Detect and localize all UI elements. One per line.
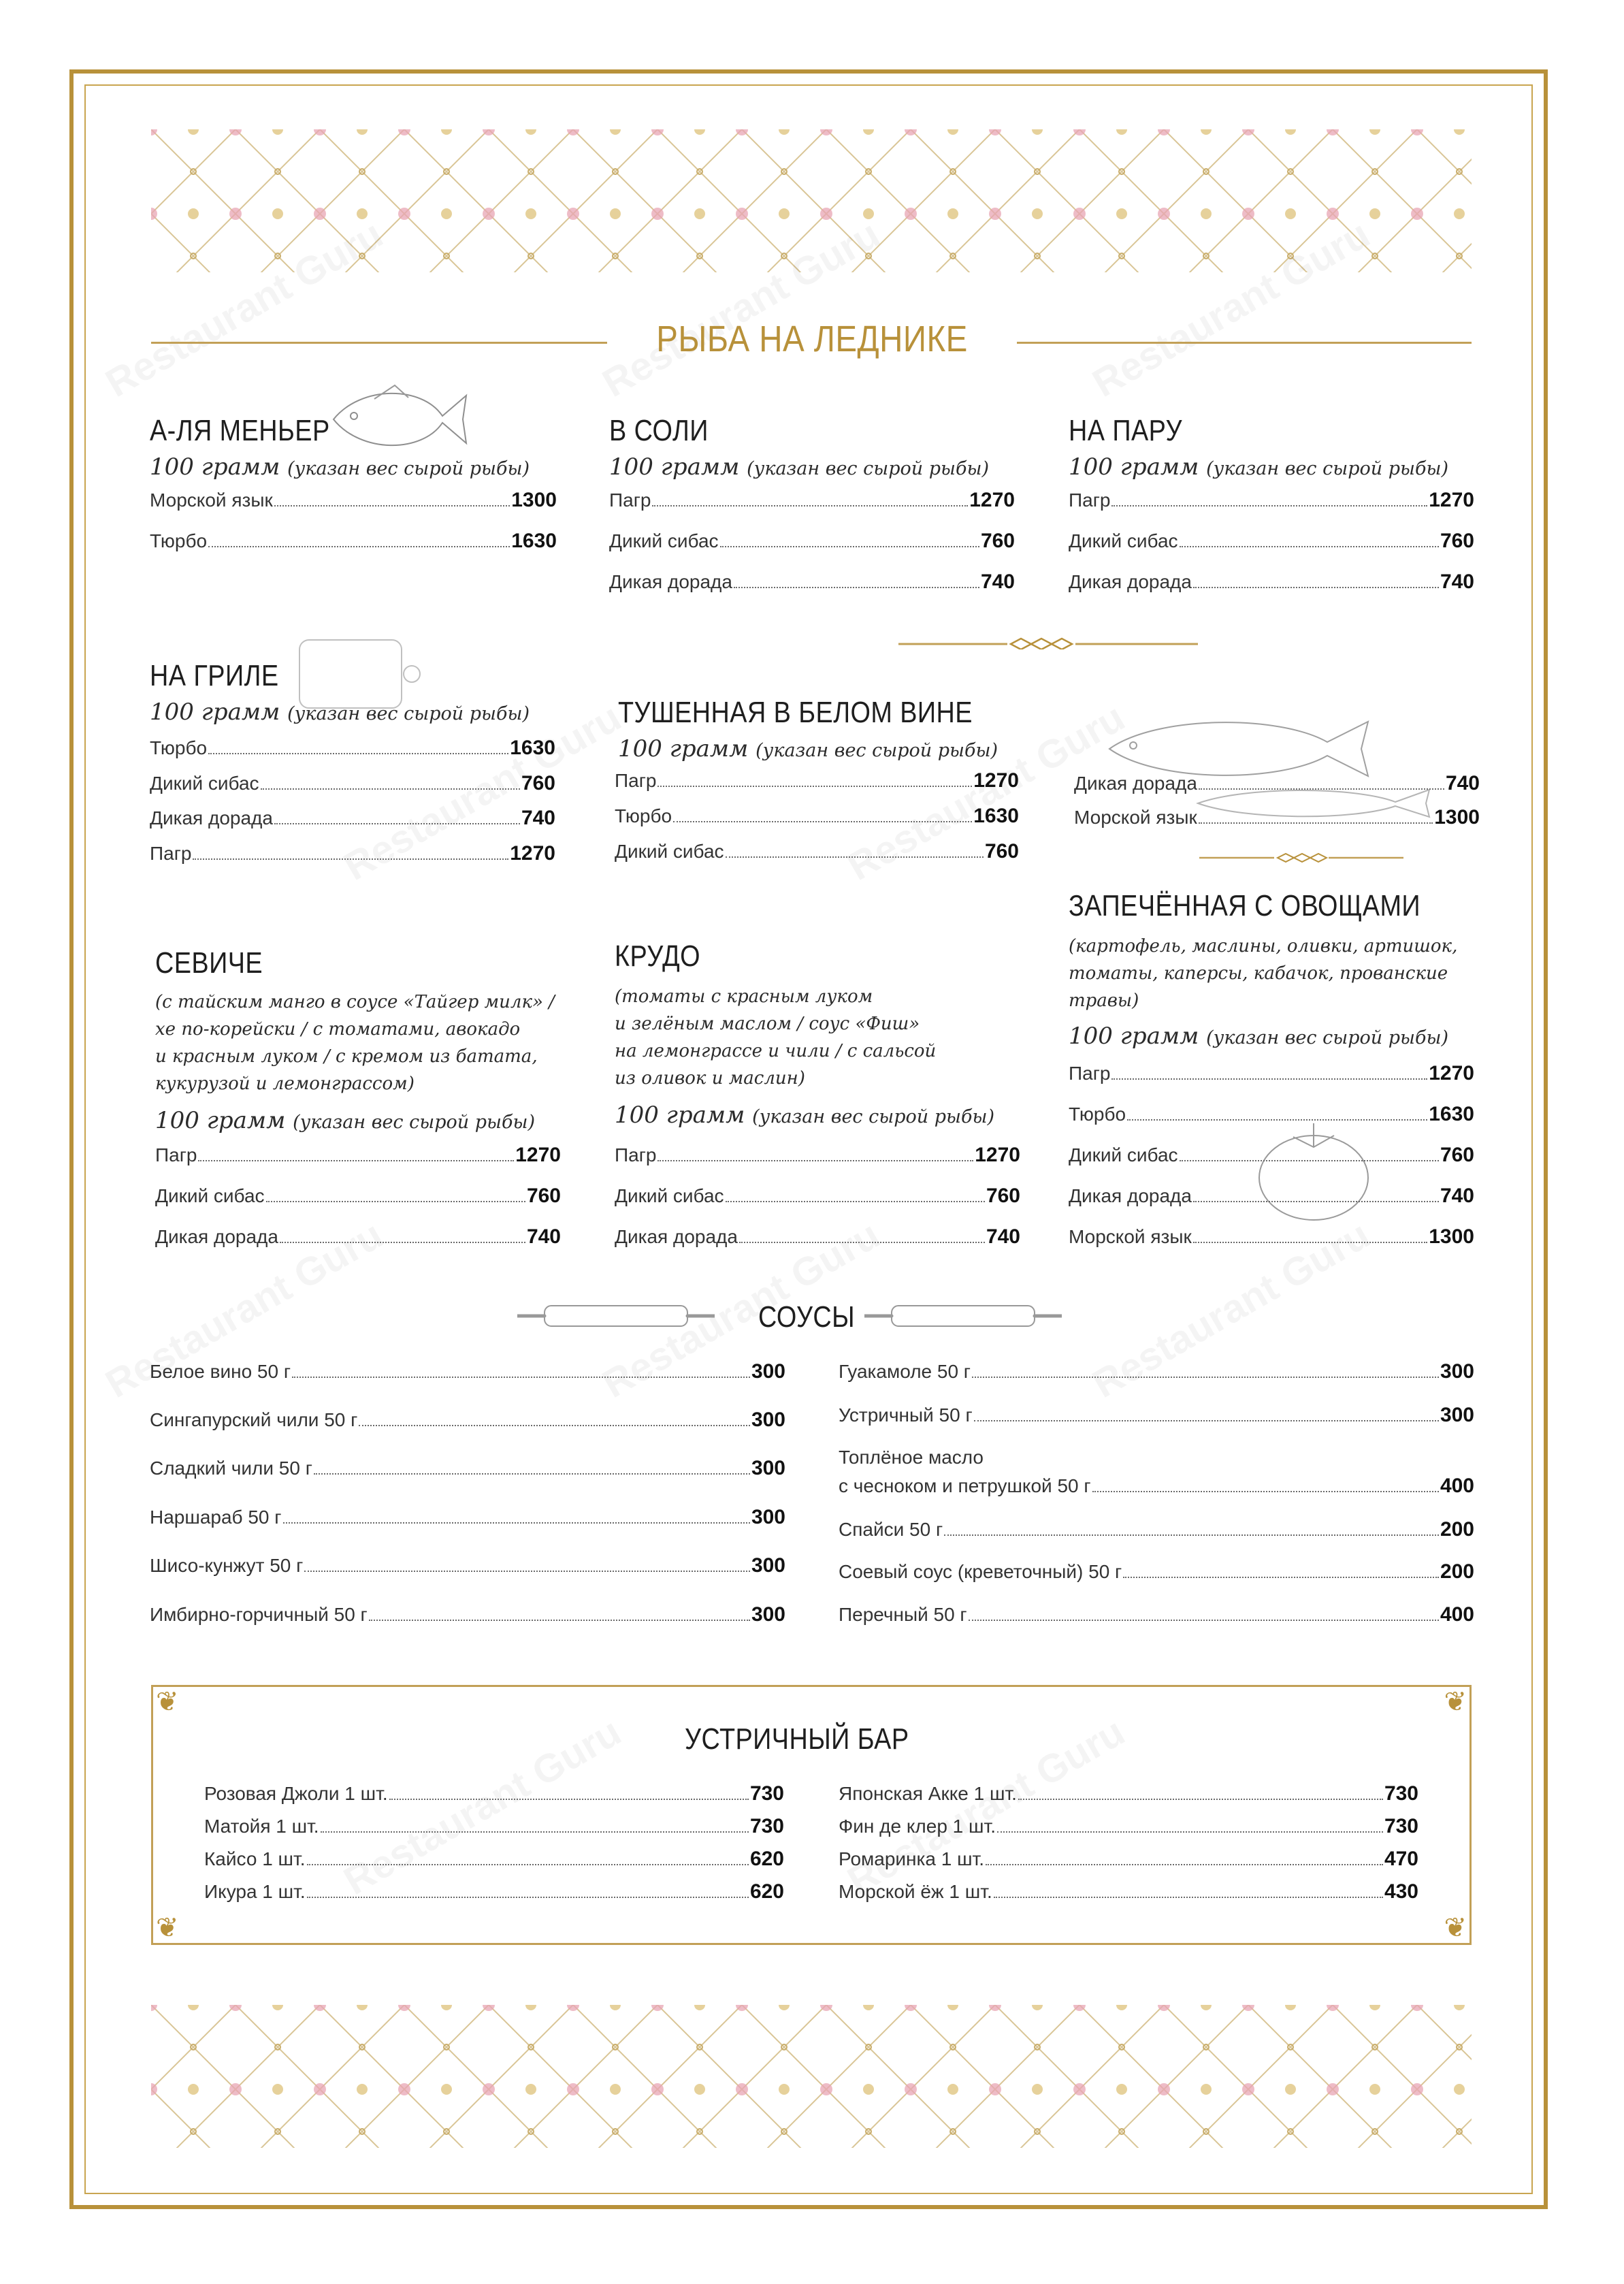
rolling-pin-right bbox=[864, 1299, 1062, 1333]
decorative-pattern-bottom bbox=[151, 2005, 1472, 2148]
weight-note: 100 грамм (указан вес сырой рыбы) bbox=[150, 698, 530, 726]
menu-item: Дикая дорада 740 bbox=[609, 570, 1015, 593]
section-title-baked: ЗАПЕЧЁННАЯ С ОВОЩАМИ bbox=[1069, 889, 1421, 922]
menu-item: Сладкий чили 50 г 300 bbox=[150, 1457, 785, 1479]
menu-item: Пагр 1270 bbox=[155, 1144, 561, 1166]
weight-note: 100 грамм (указан вес сырой рыбы) bbox=[155, 1107, 536, 1134]
menu-item: Дикий сибас 760 bbox=[609, 530, 1015, 552]
menu-item: Пагр 1270 bbox=[615, 1144, 1020, 1166]
menu-item: Японская Акке 1 шт. 730 bbox=[839, 1782, 1418, 1805]
menu-item: Наршараб 50 г 300 bbox=[150, 1506, 785, 1528]
corner-ornament-icon: ❦ bbox=[1444, 1913, 1467, 1943]
menu-item: Имбирно-горчичный 50 г 300 bbox=[150, 1603, 785, 1626]
menu-item: Розовая Джоли 1 шт. 730 bbox=[204, 1782, 784, 1805]
corner-ornament-icon: ❦ bbox=[156, 1687, 179, 1717]
menu-item: Морской язык 1300 bbox=[1069, 1225, 1474, 1248]
menu-item: Тюрбо 1630 bbox=[150, 737, 555, 759]
menu-item: Пагр 1270 bbox=[609, 489, 1015, 511]
menu-item: Морской язык 1300 bbox=[150, 489, 557, 511]
weight-note: 100 грамм (указан вес сырой рыбы) bbox=[609, 453, 990, 481]
menu-item: Дикая дорада 740 bbox=[1069, 1185, 1474, 1207]
menu-item: Тюрбо 1630 bbox=[615, 805, 1019, 827]
menu-item: Пагр 1270 bbox=[615, 769, 1019, 792]
menu-item: Дикая дорада 740 bbox=[150, 807, 555, 829]
weight-note: 100 грамм (указан вес сырой рыбы) bbox=[1069, 1023, 1449, 1050]
weight-note: 100 грамм (указан вес сырой рыбы) bbox=[150, 453, 530, 481]
menu-item: Дикая дорада 740 bbox=[615, 1225, 1020, 1248]
menu-item: Кайсо 1 шт. 620 bbox=[204, 1848, 784, 1870]
section-title-steam: НА ПАРУ bbox=[1069, 414, 1182, 447]
section-title-crudo: КРУДО bbox=[615, 939, 701, 973]
corner-ornament-icon: ❦ bbox=[156, 1913, 179, 1943]
menu-item: Спайси 50 г 200 bbox=[839, 1518, 1474, 1541]
decorative-pattern-top bbox=[151, 129, 1472, 272]
menu-item: Соевый соус (креветочный) 50 г 200 bbox=[839, 1560, 1474, 1583]
menu-item: Дикий сибас 760 bbox=[615, 1185, 1020, 1207]
menu-item-label: Топлёное масло bbox=[839, 1447, 984, 1468]
fish-illustration bbox=[320, 379, 470, 460]
section-title-salt: В СОЛИ bbox=[609, 414, 709, 447]
menu-item: Дикий сибас 760 bbox=[615, 840, 1019, 863]
menu-item: Дикий сибас 760 bbox=[150, 772, 555, 794]
menu-item: Гуакамоле 50 г 300 bbox=[839, 1360, 1474, 1383]
page-title: РЫБА НА ЛЕДНИКЕ bbox=[656, 319, 968, 359]
menu-item: Тюрбо 1630 bbox=[1069, 1103, 1474, 1125]
menu-item: Дикий сибас 760 bbox=[155, 1185, 561, 1207]
menu-item: Устричный 50 г 300 bbox=[839, 1404, 1474, 1426]
menu-item: Тюрбо 1630 bbox=[150, 530, 557, 552]
menu-item: Морской язык 1300 bbox=[1074, 806, 1480, 829]
menu-item: с чесноком и петрушкой 50 г 400 bbox=[839, 1475, 1474, 1497]
section-title-sauces: СОУСЫ bbox=[758, 1300, 856, 1334]
menu-item: Пагр 1270 bbox=[1069, 489, 1474, 511]
menu-item: Дикая дорада 740 bbox=[1074, 772, 1480, 794]
ornament-divider bbox=[1199, 851, 1403, 865]
menu-item: Белое вино 50 г 300 bbox=[150, 1360, 785, 1383]
menu-item: Пагр 1270 bbox=[150, 842, 555, 865]
rolling-pin-left bbox=[517, 1299, 715, 1333]
menu-item: Дикая дорада 740 bbox=[155, 1225, 561, 1248]
menu-item: Фин де клер 1 шт. 730 bbox=[839, 1815, 1418, 1837]
ornament-divider bbox=[898, 636, 1198, 649]
menu-item: Дикий сибас 760 bbox=[1069, 1144, 1474, 1166]
menu-item: Дикая дорада 740 bbox=[1069, 570, 1474, 593]
section-description: (томаты с красным луком и зелёным маслом / соус «Фиш» на лемонграссе и чили / с сальсой из оливок и маслин) bbox=[615, 986, 937, 1089]
weight-note: 100 грамм (указан вес сырой рыбы) bbox=[615, 1101, 995, 1129]
menu-item: Матойя 1 шт. 730 bbox=[204, 1815, 784, 1837]
section-title-menier: А-ЛЯ МЕНЬЕР bbox=[150, 414, 330, 447]
menu-item: Пагр 1270 bbox=[1069, 1062, 1474, 1084]
corner-ornament-icon: ❦ bbox=[1444, 1687, 1467, 1717]
section-title-oyster-bar: УСТРИЧНЫЙ БАР bbox=[685, 1722, 909, 1756]
section-title-white-wine: ТУШЕННАЯ В БЕЛОМ ВИНЕ bbox=[618, 696, 973, 729]
weight-note: 100 грамм (указан вес сырой рыбы) bbox=[618, 735, 998, 762]
menu-item: Дикий сибас 760 bbox=[1069, 530, 1474, 552]
menu-item: Перечный 50 г 400 bbox=[839, 1603, 1474, 1626]
section-description: (с тайским манго в соусе «Тайгер милк» / хе по-корейски / с томатами, авокадо и красным луком / с кремом из батата, кукурузой и лемонграссом) bbox=[155, 992, 555, 1094]
section-description: (картофель, маслины, оливки, артишок, томаты, каперсы, кабачок, прованские травы) bbox=[1069, 936, 1458, 1011]
menu-item: Сингапурский чили 50 г 300 bbox=[150, 1409, 785, 1431]
section-title-grill: НА ГРИЛЕ bbox=[150, 659, 279, 692]
menu-item: Ромаринка 1 шт. 470 bbox=[839, 1848, 1418, 1870]
menu-item: Шисо-кунжут 50 г 300 bbox=[150, 1554, 785, 1577]
menu-item: Икура 1 шт. 620 bbox=[204, 1880, 784, 1903]
weight-note: 100 грамм (указан вес сырой рыбы) bbox=[1069, 453, 1449, 481]
section-title-ceviche: СЕВИЧЕ bbox=[155, 946, 263, 980]
menu-item: Морской ёж 1 шт. 430 bbox=[839, 1880, 1418, 1903]
